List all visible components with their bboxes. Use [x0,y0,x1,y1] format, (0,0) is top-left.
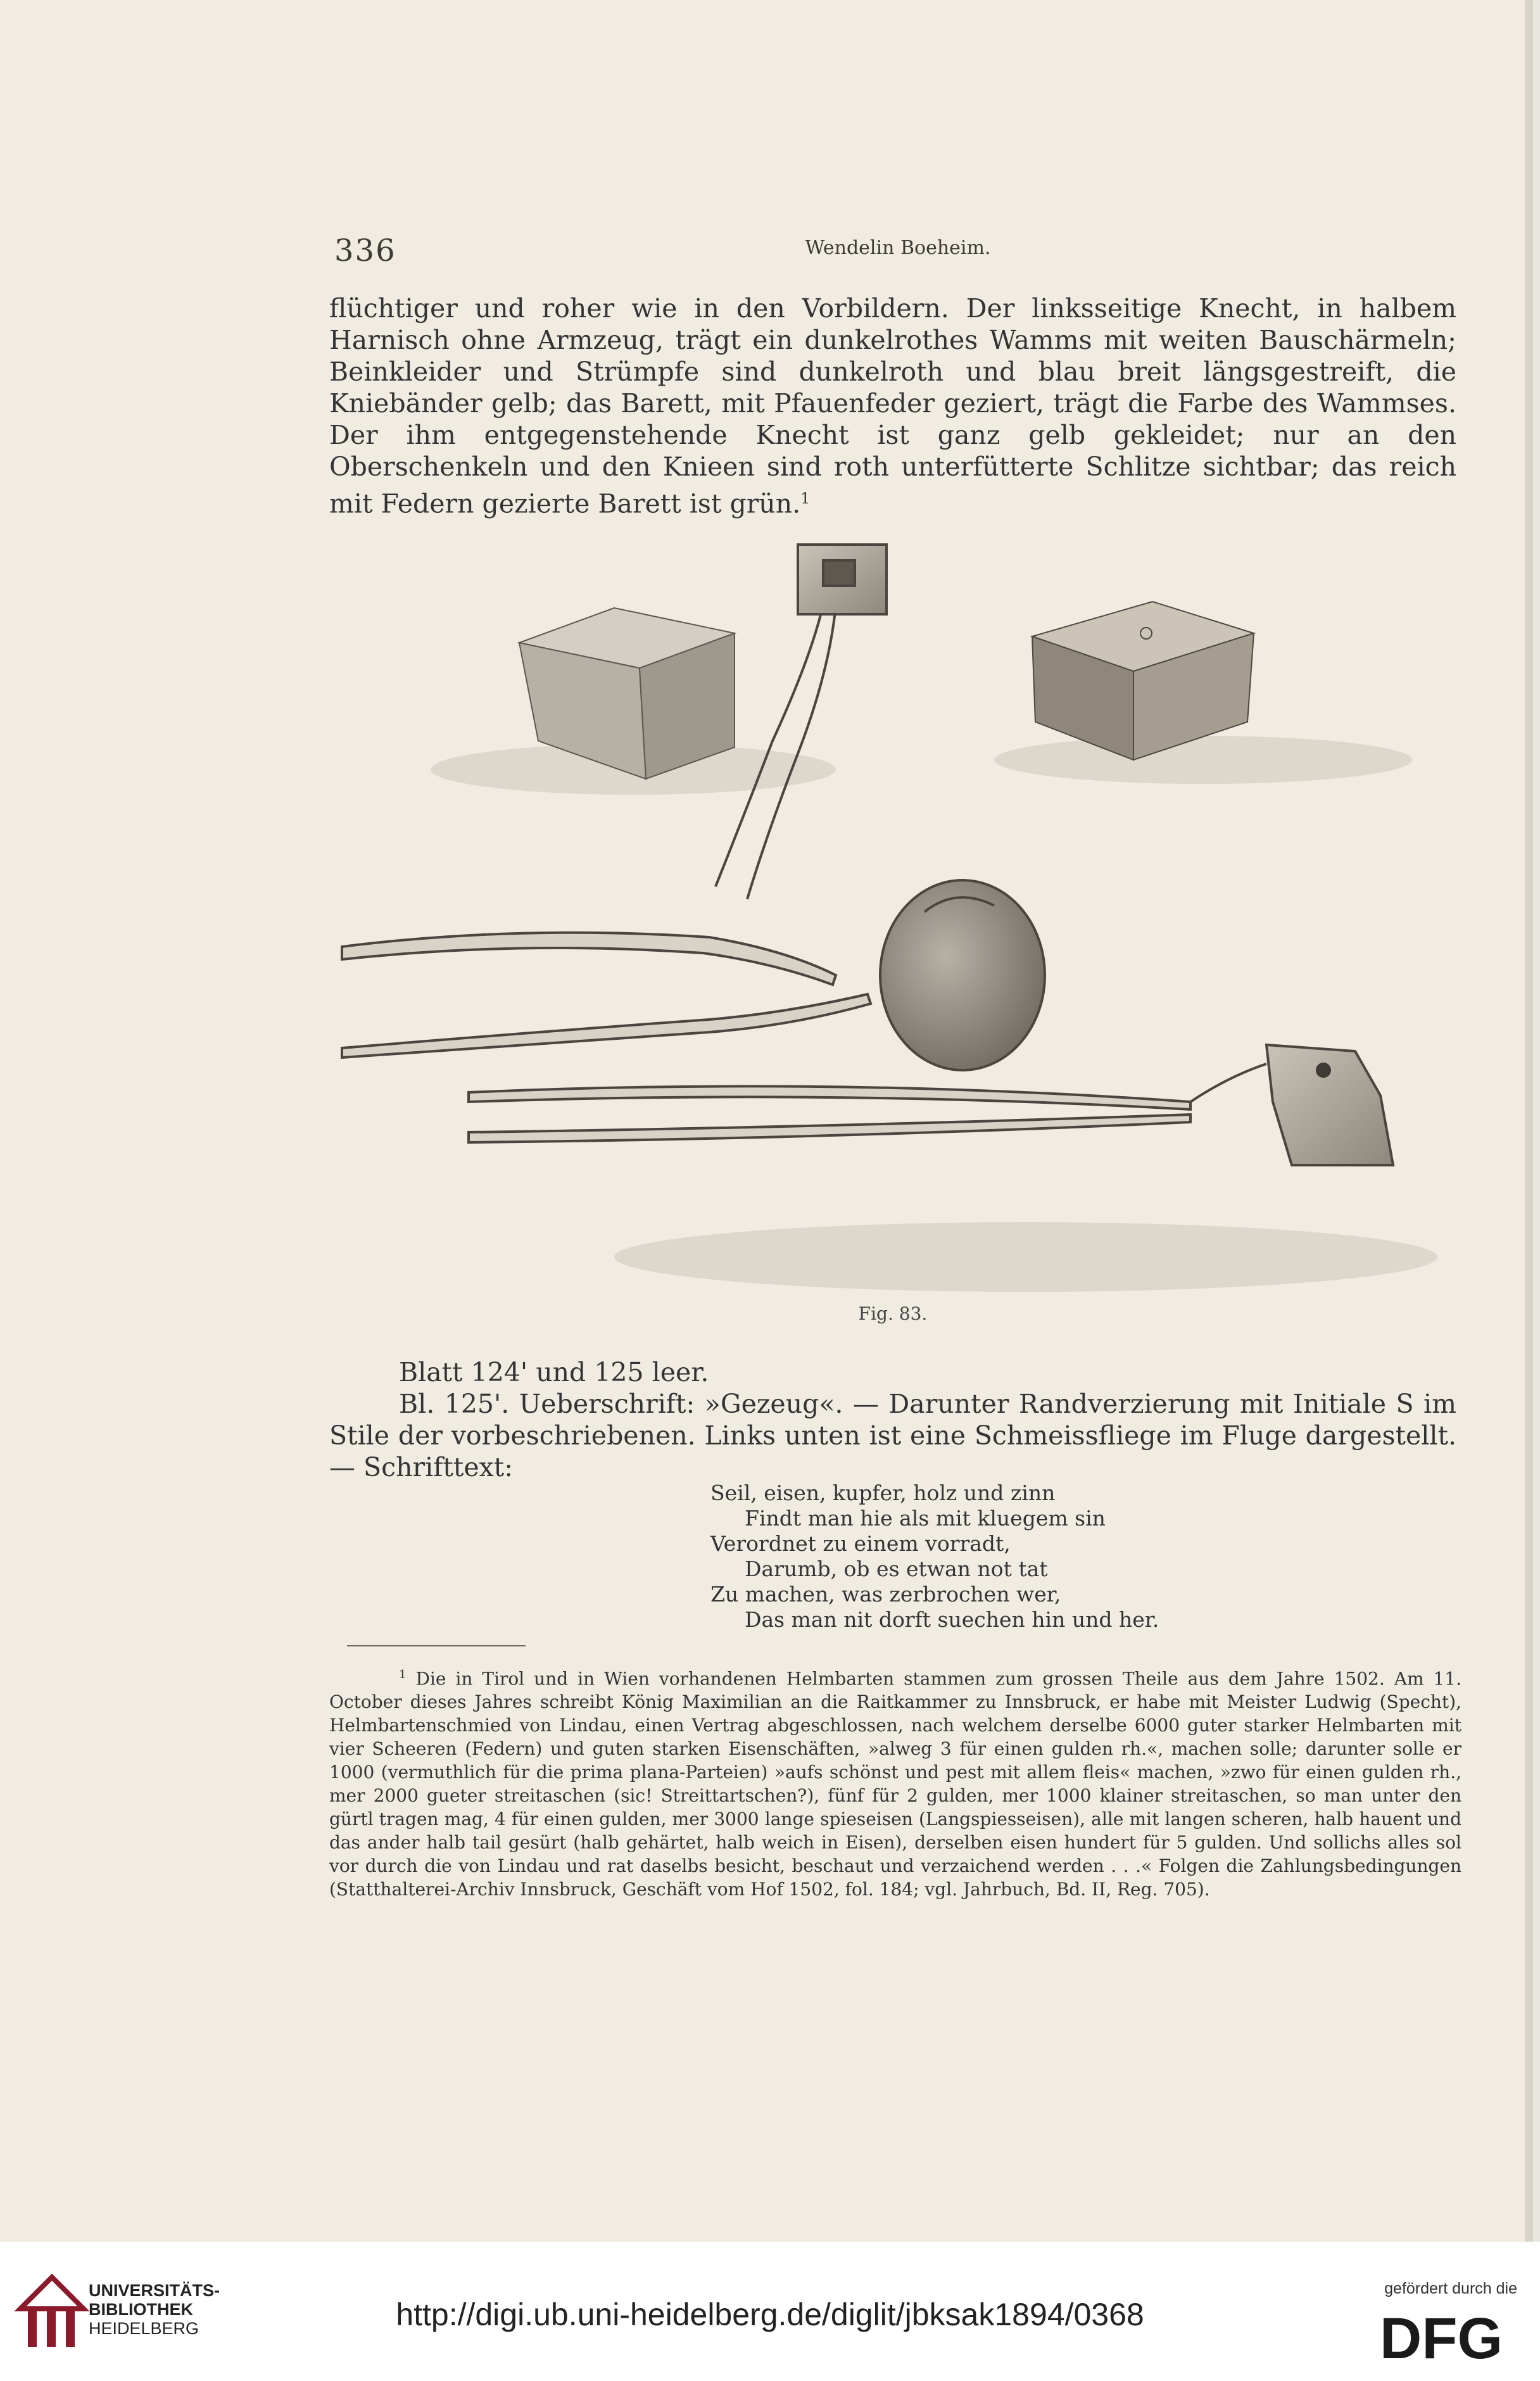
footnote-text: Die in Tirol und in Wien vorhandenen Helmbarten stammen zum grossen Theile aus dem Jahre 1502. Am 11. October dieses Jahres schreibt König Maximilian an die Raitkammer zu Innsbruck, er habe mit Meister Ludwig (Specht), Helmbartenschmied von Lindau, einen Vertrag abgeschlossen, nach welchem derselbe 6000 guter starker Helmbarten mit vier Scheeren (Federn) und guten starken Eisenschäften, »alweg 3 für einen gulden rh.«, machen solle; darunter solle er 1000 (vermuthlich für die prima plana-Parteien) »aufs schönst und pest mit allem fleis« machen, »zwo für einen gulden rh., mer 2000 gueter streitaschen (sic! Streittartschen?), fünf für 2 gulden, mer 1000 klainer streitaschen, so man unter den gürtl tragen mag, 4 für einen gulden, mer 3000 lange spieseisen (Langspiesseisen), alle mit langen scheren, halb hauent und das ander halb tail gesürt (halb gehärtet, halb weich in Eisen), derselben eisen hundert für 5 gulden. Und sollichs alles sol vor durch die von Lindau und rat daselbs besicht, beschaut und verzaichend werden . . .« Folgen die Zahlungsbedingungen (Statthalterei-Archiv Innsbruck, Geschäft vom Hof 1502, fol. 184; vgl. Jahrbuch, Bd. II, Reg. 705). [329,1668,1462,1900]
shadow-3 [614,1222,1437,1292]
footnote [329,1663,1461,1901]
dfg-logo-text: DFG [1379,2308,1503,2365]
footer-band [0,2242,1540,2381]
verse-line: Findt man hie als mit kluegem sin [745,1506,1106,1531]
body-paragraph-1 [329,293,1456,520]
upright-tongs [716,545,887,899]
shadow-2 [994,736,1412,784]
library-line-3: HEIDELBERG [89,2319,199,2338]
page-edge [1525,0,1532,2242]
library-line-1: UNIVERSITÄTS- [89,2281,220,2300]
verse-block [710,1481,1280,1633]
footnote-reference: 1 [800,489,811,507]
figure-caption: Fig. 83. [858,1303,928,1324]
paragraph-2-line-2: Bl. 125'. Ueberschrift: »Gezeug«. — Darunter Randverzierung mit Initiale S im Stile der vorbeschriebenen. Links unten ist eine Schmeissfliege im Fluge dargestellt. — Schrifttext: [329,1389,1456,1482]
running-head: Wendelin Boeheim. [805,237,991,259]
paragraph-2-line-1: Blatt 124' und 125 leer. [399,1357,709,1387]
library-line-2: BIBLIOTHEK [89,2300,193,2319]
body-paragraph-2 [329,1356,1456,1483]
verse-line: Zu machen, was zerbrochen wer, [710,1582,1061,1607]
dfg-logo-icon [1365,2308,1517,2365]
verse-line: Darumb, ob es etwan not tat [745,1557,1048,1581]
funding-label: gefördert durch die [1384,2280,1517,2297]
source-url-link[interactable]: http://digi.ub.uni-heidelberg.de/diglit/jbksak1894/0368 [396,2297,1144,2332]
page-number: 336 [334,233,396,268]
figure-illustration [329,532,1463,1311]
tools-illustration [329,532,1463,1311]
footnote-rule [347,1645,526,1646]
footnote-marker: 1 [399,1668,407,1681]
page-header [334,233,1461,271]
paragraph-1-text: flüchtiger und roher wie in den Vorbildern. Der linksseitige Knecht, in halbem Harnisch ohne Armzeug, trägt ein dunkelrothes Wamms mit weiten Bauschärmeln; Beinkleider und Strümpfe sind dunkelroth und blau breit längsgestreift, die Kniebänder gelb; das Barett, mit Pfauenfeder geziert, trägt die Farbe des Wammses. Der ihm entgegenstehende Knecht ist ganz gelb gekleidet; nur an den Oberschenkeln und den Knieen sind roth unterfütterte Schlitze sichtbar; das reich mit Federn gezierte Barett ist grün. [329,293,1456,519]
crucible-tongs [342,880,1045,1070]
verse-line: Das man nit dorft suechen hin und her. [745,1607,1159,1632]
verse-line: Seil, eisen, kupfer, holz und zinn [710,1481,1056,1505]
verse-line: Verordnet zu einem vorradt, [710,1531,1011,1556]
